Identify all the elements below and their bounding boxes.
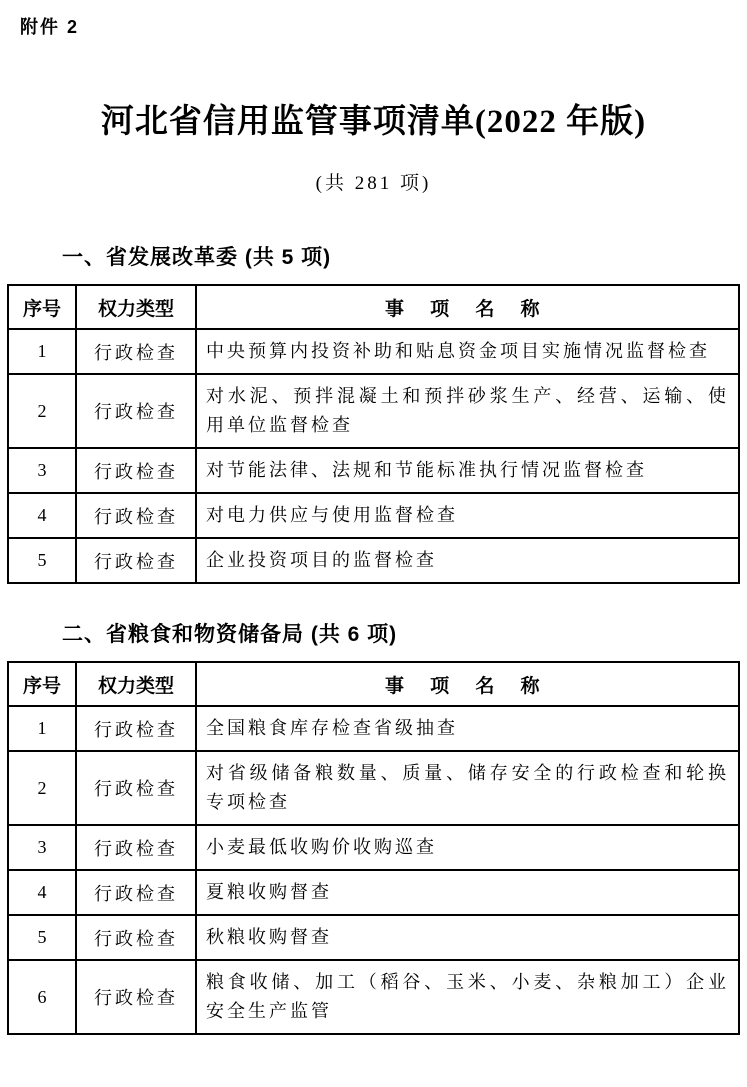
table-row [8,870,739,915]
power-type-cell: 行政检查 [76,960,196,1034]
matter-name-cell: 中央预算内投资补助和贴息资金项目实施情况监督检查 [196,329,739,374]
table-header-row [8,285,739,329]
table-row [8,915,739,960]
row-number-cell: 1 [8,329,76,374]
column-header-power-type: 权力类型 [76,662,196,706]
matter-name-cell: 对水泥、预拌混凝土和预拌砂浆生产、经营、运输、使用单位监督检查 [196,374,739,448]
row-number-cell: 5 [8,915,76,960]
column-header-number: 序号 [8,662,76,706]
row-number-cell: 2 [8,751,76,825]
power-type-cell: 行政检查 [76,870,196,915]
matter-name-cell: 夏粮收购督查 [196,870,739,915]
power-type-cell: 行政检查 [76,706,196,751]
table-row [8,538,739,583]
power-type-cell: 行政检查 [76,374,196,448]
power-type-cell: 行政检查 [76,915,196,960]
power-type-cell: 行政检查 [76,538,196,583]
section-heading: 一、省发展改革委 (共 5 项) [62,246,332,269]
matter-name-cell: 小麦最低收购价收购巡查 [196,825,739,870]
row-number-cell: 4 [8,870,76,915]
table-row [8,706,739,751]
table-row [8,960,739,1034]
section-development-reform [0,241,747,584]
power-type-cell: 行政检查 [76,751,196,825]
section-heading: 二、省粮食和物资储备局 (共 6 项) [62,623,398,646]
matter-name-cell: 全国粮食库存检查省级抽查 [196,706,739,751]
matter-name-cell: 对电力供应与使用监督检查 [196,493,739,538]
column-header-matter-name: 事 项 名 称 [196,285,739,329]
power-type-cell: 行政检查 [76,493,196,538]
attachment-label: 附件 2 [20,17,80,37]
matter-name-cell: 企业投资项目的监督检查 [196,538,739,583]
matter-name-cell: 对节能法律、法规和节能标准执行情况监督检查 [196,448,739,493]
row-number-cell: 5 [8,538,76,583]
column-header-power-type: 权力类型 [76,285,196,329]
table-row [8,374,739,448]
page-subtitle: (共 281 项) [315,173,432,194]
table-header-row [8,662,739,706]
section-grain-reserves [0,618,747,1035]
power-type-cell: 行政检查 [76,448,196,493]
table-row [8,329,739,374]
power-type-cell: 行政检查 [76,825,196,870]
row-number-cell: 3 [8,825,76,870]
column-header-number: 序号 [8,285,76,329]
table-row [8,825,739,870]
table-row [8,493,739,538]
row-number-cell: 2 [8,374,76,448]
matters-table [7,284,740,584]
power-type-cell: 行政检查 [76,329,196,374]
page-title: 河北省信用监管事项清单(2022 年版) [100,104,647,140]
matter-name-cell: 粮食收储、加工（稻谷、玉米、小麦、杂粮加工）企业安全生产监管 [196,960,739,1034]
row-number-cell: 4 [8,493,76,538]
table-body [8,706,739,1034]
table-row [8,751,739,825]
row-number-cell: 1 [8,706,76,751]
matters-table [7,661,740,1035]
matter-name-cell: 秋粮收购督查 [196,915,739,960]
table-body [8,329,739,583]
matter-name-cell: 对省级储备粮数量、质量、储存安全的行政检查和轮换专项检查 [196,751,739,825]
table-row [8,448,739,493]
row-number-cell: 6 [8,960,76,1034]
row-number-cell: 3 [8,448,76,493]
column-header-matter-name: 事 项 名 称 [196,662,739,706]
